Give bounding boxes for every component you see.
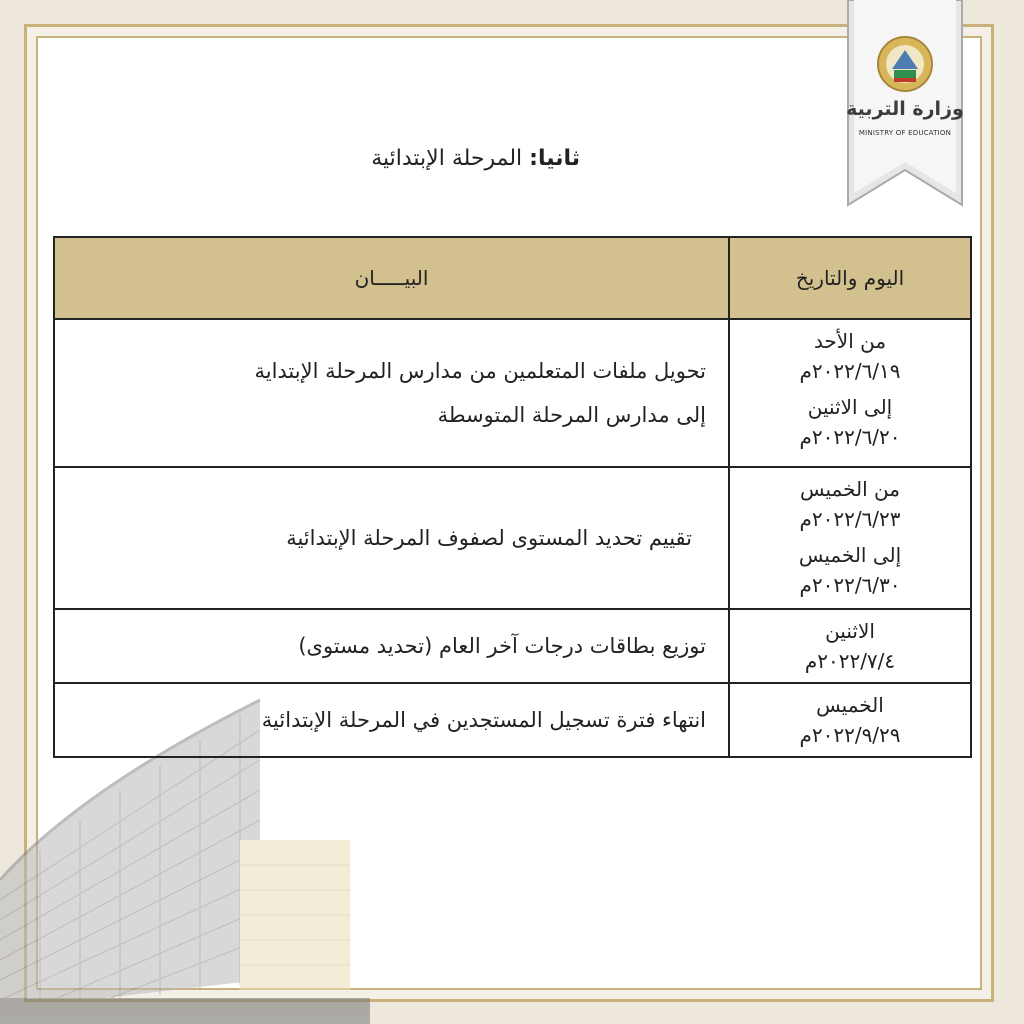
date-value: ٢٠٢٢/٧/٤م (804, 649, 896, 673)
description-line: إلى مدارس المرحلة المتوسطة (437, 403, 706, 427)
date-to-label: إلى الاثنين (807, 395, 893, 419)
ministry-name-arabic: وزارة التربية (846, 98, 964, 120)
date-cell (729, 467, 971, 609)
ministry-name-english: MINISTRY OF EDUCATION (858, 129, 952, 137)
description-cell: توزيع بطاقات درجات آخر العام (تحديد مستوى) (54, 609, 729, 683)
date-cell (729, 683, 971, 757)
date-value: ٢٠٢٢/٩/٢٩م (799, 723, 901, 747)
table-row (54, 319, 971, 467)
date-label: الاثنين (825, 619, 875, 643)
date-label: الخميس (816, 693, 884, 717)
header-date: اليوم والتاريخ (729, 237, 971, 319)
date-to-value: ٢٠٢٢/٦/٣٠م (799, 573, 901, 597)
section-heading (280, 146, 580, 171)
state-emblem-icon (875, 34, 935, 96)
description-line: تحويل ملفات المتعلمين من مدارس المرحلة الإبتداية (254, 359, 706, 383)
table-header-row (54, 237, 971, 319)
date-from-label: من الأحد (813, 329, 887, 353)
header-description: البيـــــان (54, 237, 729, 319)
date-to-label: إلى الخميس (798, 543, 902, 567)
table-row (54, 683, 971, 757)
heading-prefix: ثانيا: (529, 146, 580, 171)
date-cell (729, 609, 971, 683)
table-row (54, 609, 971, 683)
heading-title: المرحلة الإبتدائية (371, 146, 530, 171)
description-cell: تقييم تحديد المستوى لصفوف المرحلة الإبتدائية (54, 467, 729, 609)
schedule-table (53, 236, 972, 758)
description-cell: انتهاء فترة تسجيل المستجدين في المرحلة الإبتدائية (54, 683, 729, 757)
date-from-value: ٢٠٢٢/٦/١٩م (799, 359, 901, 383)
table-row (54, 467, 971, 609)
date-from-label: من الخميس (800, 477, 900, 501)
date-to-value: ٢٠٢٢/٦/٢٠م (799, 425, 901, 449)
date-from-value: ٢٠٢٢/٦/٢٣م (799, 507, 901, 531)
date-cell (729, 319, 971, 467)
description-cell (54, 319, 729, 467)
